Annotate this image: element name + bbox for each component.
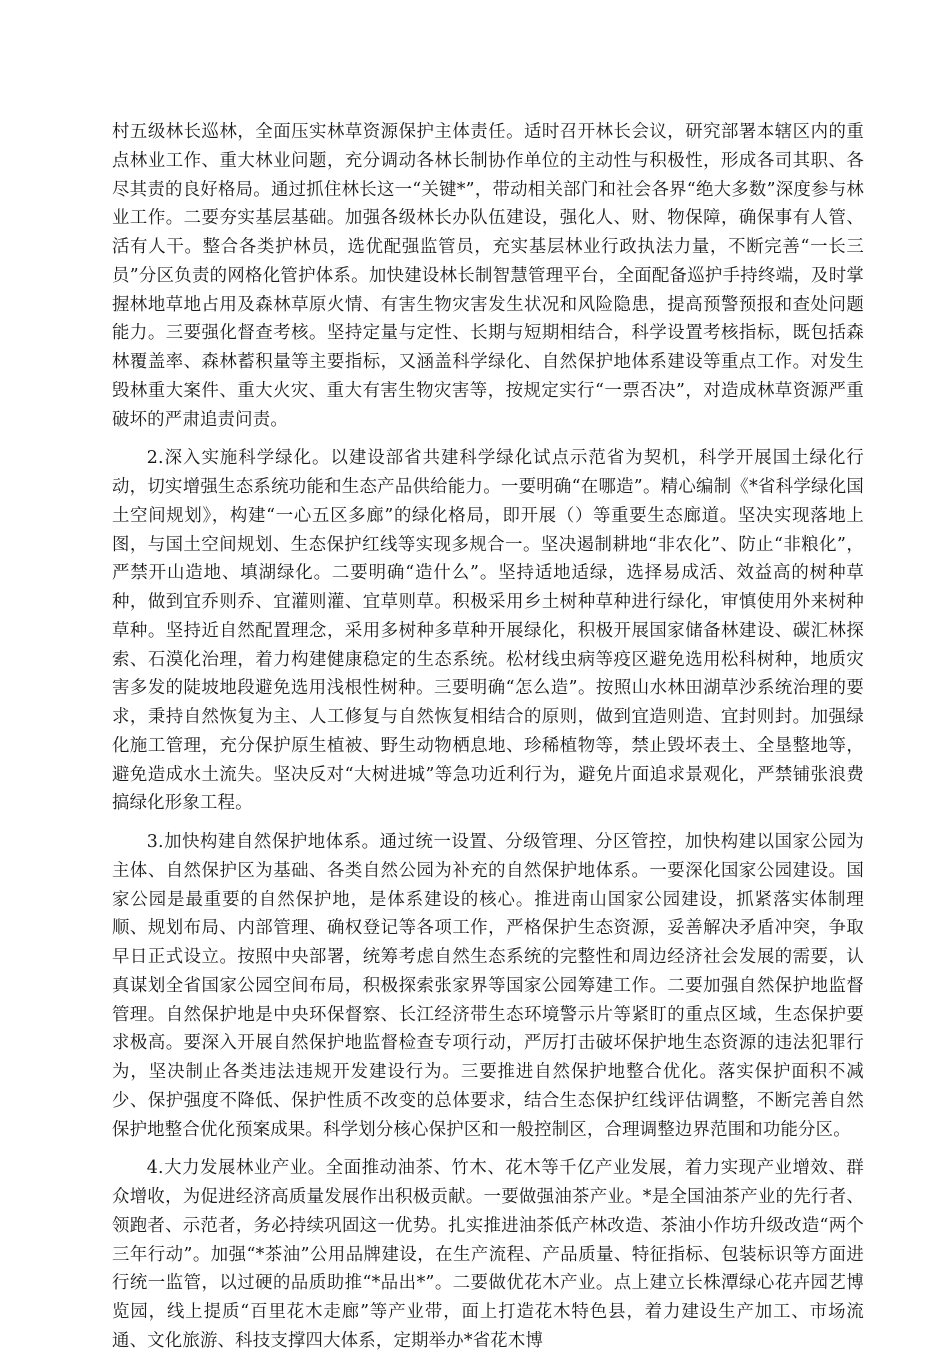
paragraph-forestry-industry: 4.大力发展林业产业。全面推动油茶、竹木、花木等千亿产业发展，着力实现产业增效、群众增收，为促进经济高质量发展作出积极贡献。一要做强油茶产业。*是全国油茶产业的先行者、领跑者、示范者，务必持续巩固这一优势。扎实推进油茶低产林改造、茶油小作坊升级改造“两个三年行动”。加强“*茶油”公用品牌建设，在生产流程、产品质量、特征指标、包装标识等方面进行统一监管，以过硬的品质助推“*品出*”。二要做优花木产业。点上建立长株潭绿心花卉园艺博览园，线上提质“百里花木走廊”等产业带，面上打造花木特色县，着力建设生产加工、市场流通、文化旅游、科技支撑四大体系，定期举办*省花木博 xyxy=(112,1158,864,1351)
paragraph-forest-chief: 村五级林长巡林，全面压实林草资源保护主体责任。适时召开林长会议，研究部署本辖区内的重点林业工作、重大林业问题，充分调动各林长制协作单位的主动性与积极性，形成各司其职、各尽其责的良好格局。通过抓住林长这一“关键*”，带动相关部门和社会各界“绝大多数”深度参与林业工作。二要夯实基层基础。加强各级林长办队伍建设，强化人、财、物保障，确保事有人管、活有人干。整合各类护林员，选优配强监管员，充实基层林业行政执法力量，不断完善“一长三员”分区负责的网格化管护体系。加快建设林长制智慧管理平台，全面配备巡护手持终端，及时掌握林地草地占用及森林草原火情、有害生物灾害发生状况和风险隐患，提高预警预报和查处问题能力。三要强化督查考核。坚持定量与定性、长期与短期相结合，科学设置考核指标，既包括森林覆盖率、森林蓄积量等主要指标，又涵盖科学绿化、自然保护地体系建设等重点工作。对发生毁林重大案件、重大火灾、重大有害生物灾害等，按规定实行“一票否决”，对造成林草资源严重破坏的严肃追责问责。 xyxy=(112,122,864,430)
document-body xyxy=(112,118,864,1356)
paragraph-nature-reserve-system: 3.加快构建自然保护地体系。通过统一设置、分级管理、分区管控，加快构建以国家公园为主体、自然保护区为基础、各类自然公园为补充的自然保护地体系。一要深化国家公园建设。国家公园是最重要的自然保护地，是体系建设的核心。推进南山国家公园建设，抓紧落实体制理顺、规划布局、内部管理、确权登记等各项工作，严格保护生态资源，妥善解决矛盾冲突，争取早日正式设立。按照中央部署，统筹考虑自然生态系统的完整性和周边经济社会发展的需要，认真谋划全省国家公园空间布局，积极探索张家界等国家公园筹建工作。二要加强自然保护地监督管理。自然保护地是中央环保督察、长江经济带生态环境警示片等紧盯的重点区域，生态保护要求极高。要深入开展自然保护地监督检查专项行动，严厉打击破坏保护地生态资源的违法犯罪行为，坚决制止各类违法违规开发建设行为。三要推进自然保护地整合优化。落实保护面积不减少、保护强度不降低、保护性质不改变的总体要求，结合生态保护红线评估调整，不断完善自然保护地整合优化预案成果。科学划分核心保护区和一般控制区，合理调整边界范围和功能分区。 xyxy=(112,832,864,1140)
paragraph-scientific-greening: 2.深入实施科学绿化。以建设部省共建科学绿化试点示范省为契机，科学开展国土绿化行动，切实增强生态系统功能和生态产品供给能力。一要明确“在哪造”。精心编制《*省科学绿化国土空间规划》，构建“一心五区多廊”的绿化格局，即开展（）等重要生态廊道。坚决实现落地上图，与国土空间规划、生态保护红线等实现多规合一。坚决遏制耕地“非农化”、防止“非粮化”，严禁开山造地、填湖绿化。二要明确“造什么”。坚持适地适绿，选择易成活、效益高的树种草种，做到宜乔则乔、宜灌则灌、宜草则草。积极采用乡土树种草种进行绿化，审慎使用外来树种草种。坚持近自然配置理念，采用多树种多草种开展绿化，积极开展国家储备林建设、碳汇林探索、石漠化治理，着力构建健康稳定的生态系统。松材线虫病等疫区避免选用松科树种，地质灾害多发的陡坡地段避免选用浅根性树种。三要明确“怎么造”。按照山水林田湖草沙系统治理的要求，秉持自然恢复为主、人工修复与自然恢复相结合的原则，做到宜造则造、宜封则封。加强绿化施工管理，充分保护原生植被、野生动物栖息地、珍稀植物等，禁止毁坏表土、全垦整地等，避免造成水土流失。坚决反对“大树进城”等急功近利行为，避免片面追求景观化，严禁铺张浪费搞绿化形象工程。 xyxy=(112,448,864,814)
